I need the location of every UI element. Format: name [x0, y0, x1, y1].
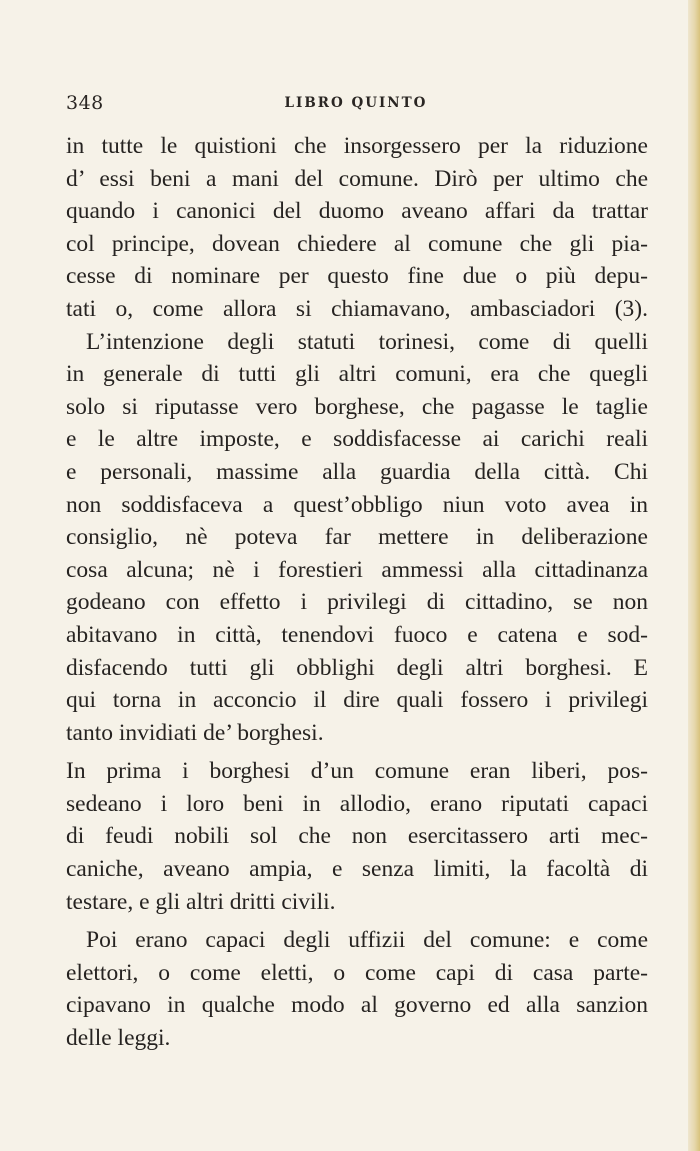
- text-line: tanto invidiati de’ borghesi.: [66, 719, 324, 746]
- text-line: cesse di nominare per questo fine due o più depu-: [66, 263, 648, 290]
- text-line: in tutte le quistioni che insorgessero per la riduzione: [66, 133, 648, 159]
- text-line: e personali, massime alla guardia della città. Chi: [66, 458, 648, 485]
- paragraph: [66, 326, 648, 750]
- text-line: testare, e gli altri dritti civili.: [66, 888, 336, 915]
- text-line: e le altre imposte, e soddisfacesse ai carichi reali: [66, 426, 648, 453]
- text-line: d’ essi beni a mani del comune. Dirò per ultimo che: [66, 165, 648, 192]
- text-line: caniche, aveano ampia, e senza limiti, la facoltà di: [66, 856, 648, 883]
- page-number: 348: [66, 92, 104, 114]
- text-line: L’intenzione degli statuti torinesi, come di quelli: [86, 328, 648, 355]
- page-body: [66, 130, 648, 1055]
- text-line: godeano con effetto i privilegi di cittadino, se non: [66, 589, 648, 616]
- text-line: col principe, dovean chiedere al comune che gli pia-: [66, 230, 648, 257]
- text-line: qui torna in acconcio il dire quali fossero i privilegi: [66, 687, 648, 714]
- text-line: abitavano in città, tenendovi fuoco e catena e sod-: [66, 621, 648, 648]
- text-line: di feudi nobili sol che non esercitassero arti mec-: [66, 823, 648, 850]
- text-line: consiglio, nè poteva far mettere in deliberazione: [66, 524, 648, 551]
- text-line: non soddisfaceva a quest’obbligo niun voto avea in: [66, 491, 648, 518]
- text-line: quando i canonici del duomo aveano affari da trattar: [66, 198, 648, 225]
- text-line: delle leggi.: [66, 1025, 171, 1052]
- running-title: LIBRO QUINTO: [284, 95, 428, 111]
- text-line: tati o, come allora si chiamavano, ambasciadori (3).: [66, 295, 648, 322]
- text-line: cipavano in qualche modo al governo ed alla sanzion: [66, 992, 648, 1019]
- text-line: In prima i borghesi d’un comune eran liberi, pos-: [66, 758, 648, 785]
- running-header: [66, 92, 646, 116]
- paragraph: [66, 924, 648, 1054]
- text-line: in generale di tutti gli altri comuni, era che quegli: [66, 361, 648, 388]
- paragraph: [66, 130, 648, 326]
- text-line: solo si riputasse vero borghese, che pagasse le taglie: [66, 393, 648, 420]
- text-line: cosa alcuna; nè i forestieri ammessi alla cittadinanza: [66, 556, 648, 583]
- text-line: sedeano i loro beni in allodio, erano riputati capaci: [66, 790, 648, 817]
- text-line: disfacendo tutti gli obblighi degli altri borghesi. E: [66, 654, 648, 681]
- page-edge-shadow: [688, 0, 700, 1151]
- text-line: elettori, o come eletti, o come capi di casa parte-: [66, 959, 648, 986]
- paragraph: [66, 755, 648, 918]
- text-line: Poi erano capaci degli uffizii del comune: e come: [86, 927, 648, 954]
